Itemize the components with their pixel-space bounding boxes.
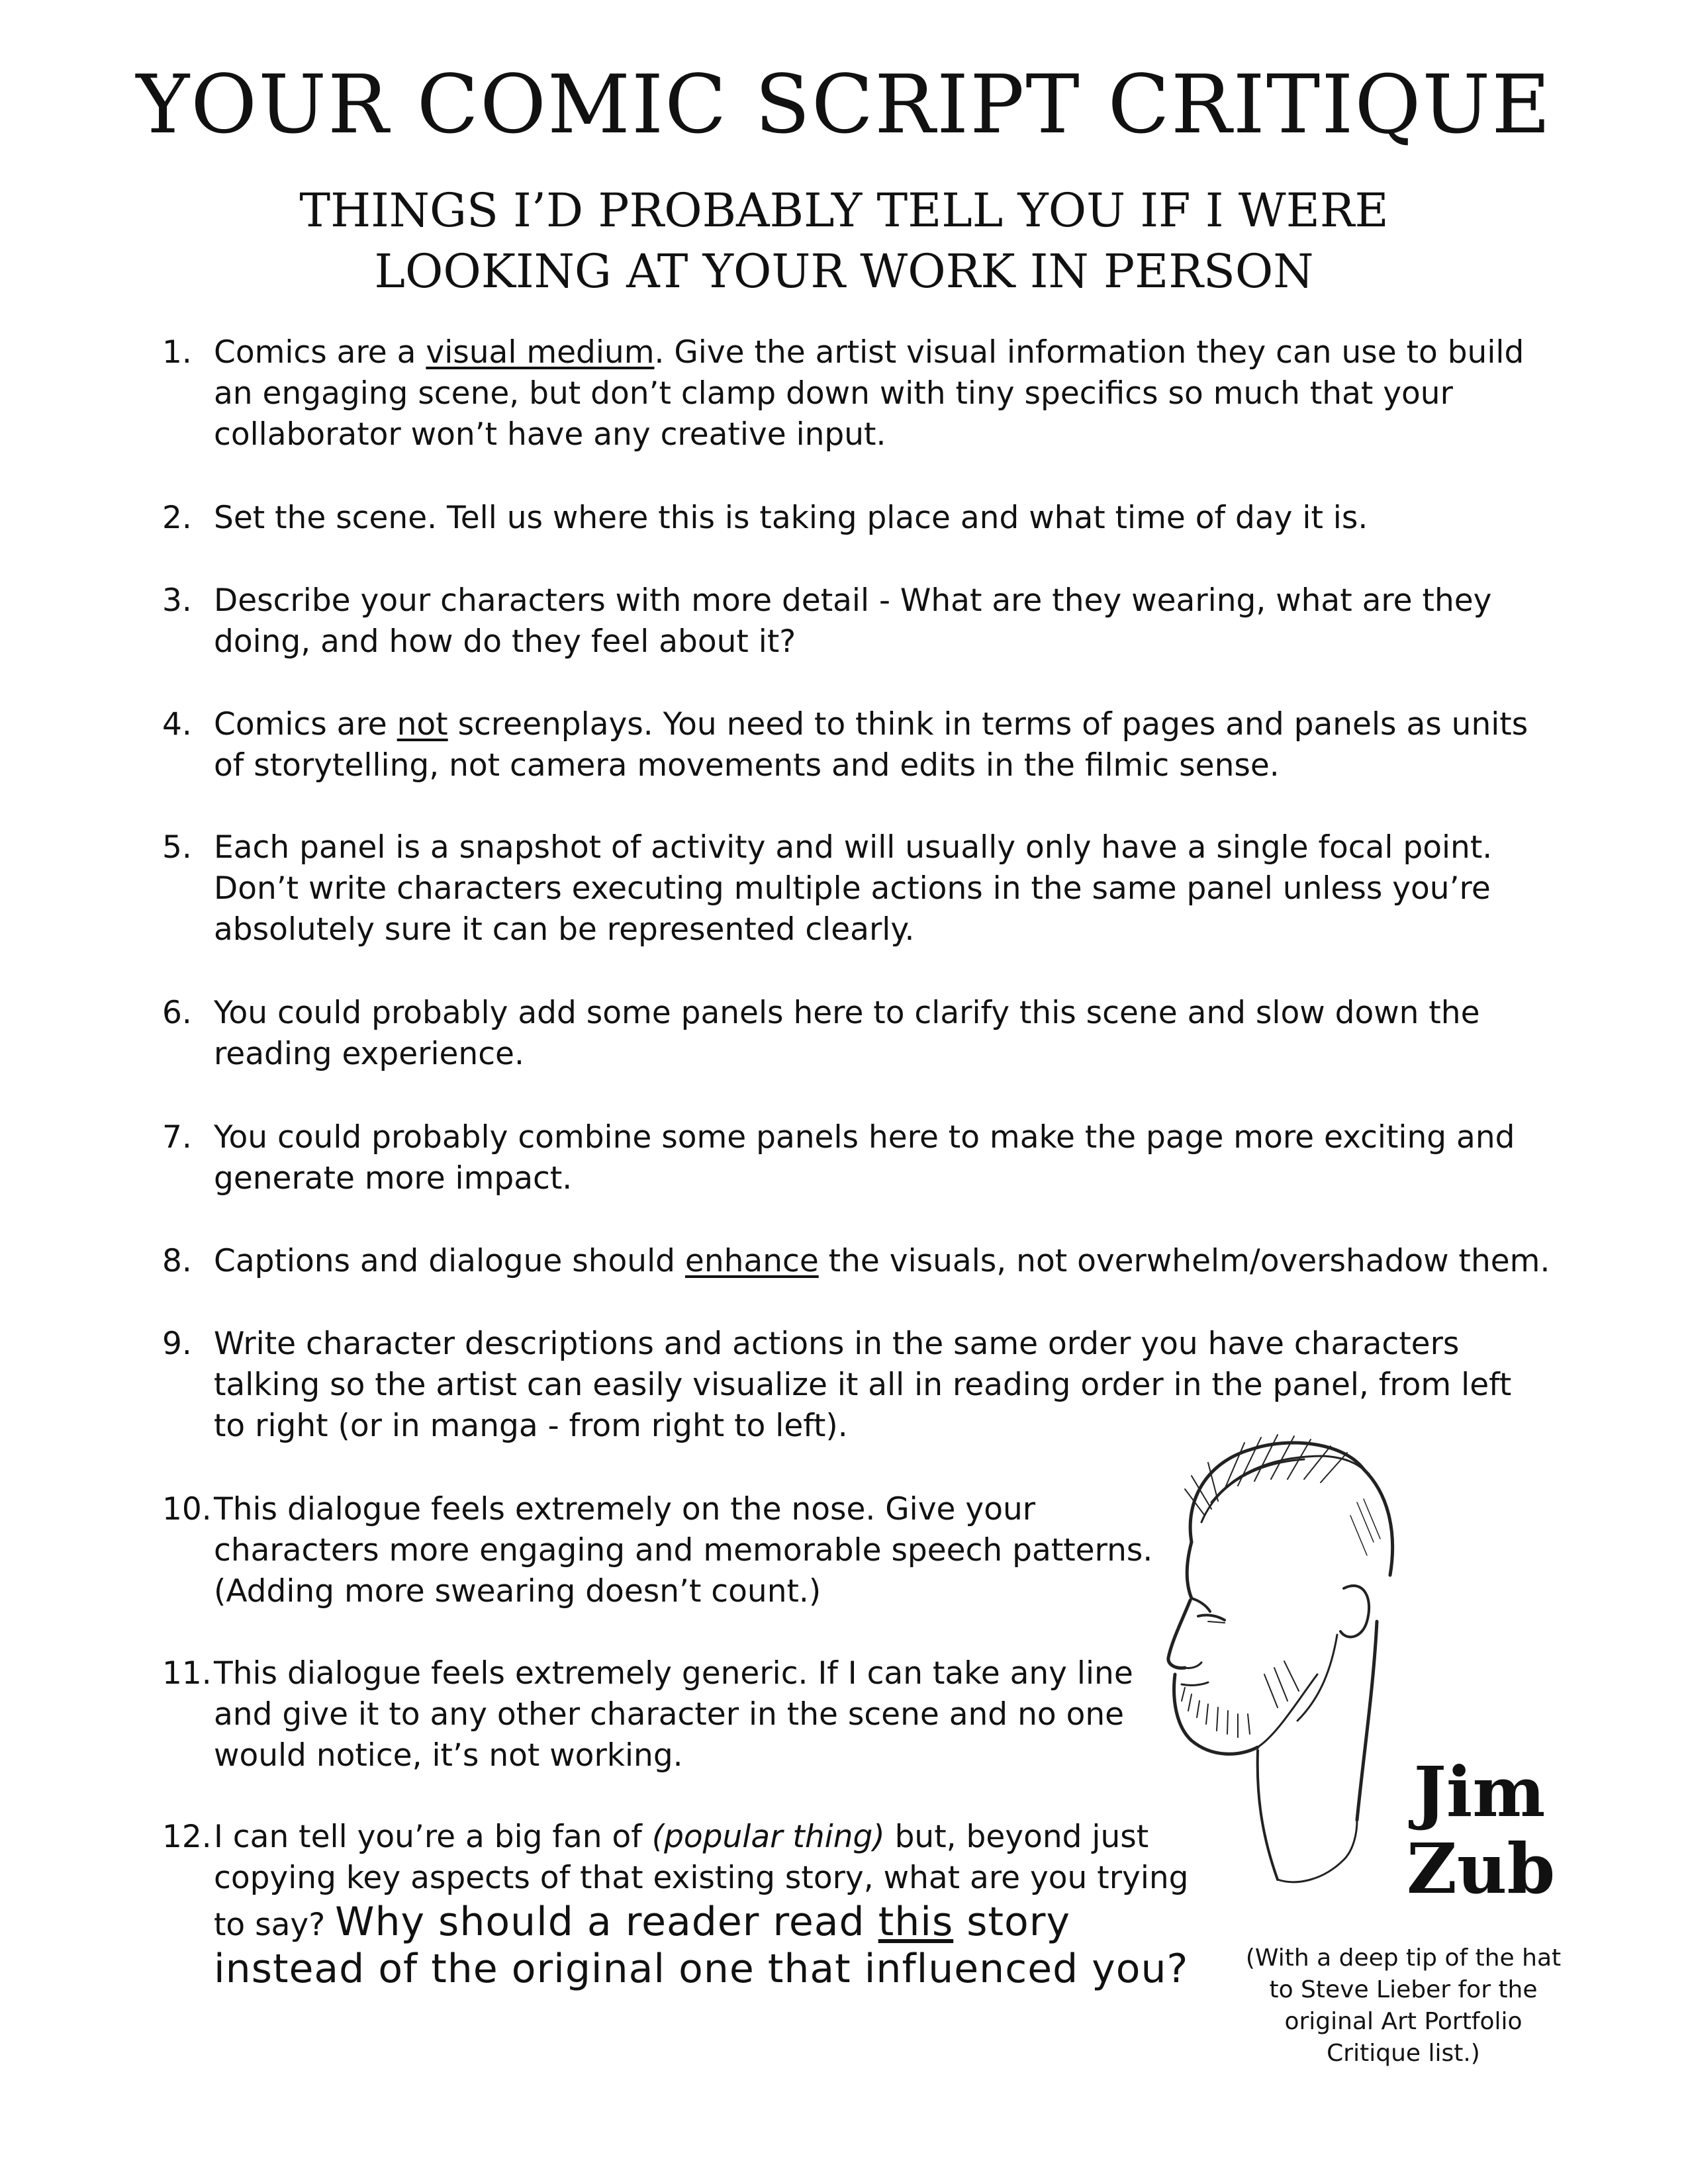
signature-last-name: Zub (1407, 1828, 1556, 1909)
list-item (162, 704, 1552, 786)
credit-line-1: (With a deep tip of the hat (1245, 1944, 1562, 1972)
emphasis-underline: enhance (684, 1243, 819, 1279)
item-text: Describe your characters with more detail - What are they wearing, what are they doing, and how do they feel about it? (214, 582, 1492, 660)
list-item (162, 1653, 1195, 1776)
credit-note (1231, 1942, 1575, 2070)
item-number: 6. (162, 995, 192, 1031)
item-text: This dialogue feels extremely on the nose. Give your characters more engaging and memorable speech patterns. (Adding more swearing doesn’t count.) (214, 1491, 1153, 1610)
item-number: 5. (162, 829, 192, 866)
item-text: Comics are a visual medium. Give the artist visual information they can use to build an engaging scene, but don’t clamp down with tiny specifics so much that your collaborator won’t have any creative input. (214, 334, 1524, 453)
page-subtitle (0, 180, 1688, 302)
credit-line-2: to Steve Lieber for the (1269, 1976, 1538, 2003)
item-number: 12. (162, 1819, 212, 1855)
list-item (162, 993, 1552, 1075)
item-text: Write character descriptions and actions in the same order you have characters talking so the artist can easily visualize it all in reading order in the panel, from left to right (or in manga - from right to left). (214, 1326, 1512, 1444)
emphasis-underline: not (397, 706, 448, 743)
item-text: Captions and dialogue should enhance the visuals, not overwhelm/overshadow them. (214, 1243, 1550, 1279)
credit-line-3: original Art Portfolio (1284, 2008, 1523, 2035)
author-portrait-sketch (1145, 1423, 1430, 1899)
subtitle-line-2: LOOKING AT YOUR WORK IN PERSON (374, 244, 1314, 298)
item-text: Comics are not screenplays. You need to think in terms of pages and panels as units of storytelling, not camera movements and edits in the filmic sense. (214, 706, 1528, 784)
list-item (162, 332, 1552, 455)
subtitle-line-1: THINGS I’D PROBABLY TELL YOU IF I WERE (299, 183, 1389, 238)
list-item (162, 1241, 1552, 1282)
item-number: 4. (162, 706, 192, 743)
credit-line-4: Critique list.) (1327, 2040, 1480, 2067)
item-number: 7. (162, 1119, 192, 1156)
item-number: 10. (162, 1491, 212, 1527)
item-text: This dialogue feels extremely generic. If I can take any line and give it to any other character in the scene and no one would notice, it’s not working. (214, 1655, 1133, 1774)
list-item (162, 1117, 1552, 1199)
author-signature (1407, 1751, 1556, 1909)
item-number: 9. (162, 1326, 192, 1362)
item-number: 1. (162, 334, 192, 371)
signature-first-name: Jim (1413, 1751, 1546, 1833)
item-number: 2. (162, 500, 192, 536)
item-number: 8. (162, 1243, 192, 1279)
item-number: 11. (162, 1655, 212, 1692)
item-number: 3. (162, 582, 192, 619)
item-text: I can tell you’re a big fan of (popular thing) but, beyond just copying key aspects of that existing story, what are you trying to say? Why should a reader read this story instead of the original one that influenced you? (214, 1819, 1189, 1992)
list-item (162, 827, 1552, 950)
emphasis-italic: (popular thing) (651, 1819, 885, 1855)
item-text: You could probably combine some panels here to make the page more exciting and generate more impact. (214, 1119, 1515, 1197)
list-item (162, 580, 1552, 662)
list-item (162, 1489, 1195, 1612)
item-text: Set the scene. Tell us where this is taking place and what time of day it is. (214, 500, 1368, 536)
emphasis-underline: visual medium (426, 334, 655, 371)
list-item (162, 498, 1552, 539)
emphasis-large: Why should a reader read this story instead of the original one that influenced you? (214, 1899, 1189, 1992)
list-item (162, 1817, 1195, 1993)
page-title: YOUR COMIC SCRIPT CRITIQUE (136, 58, 1552, 152)
emphasis-underline: this (878, 1899, 954, 1945)
item-text: Each panel is a snapshot of activity and will usually only have a single focal point. Don’t write characters executing multiple actions in the same panel unless you’re absolutely sure it can be represented clearly. (214, 829, 1493, 948)
item-text: You could probably add some panels here to clarify this scene and slow down the reading experience. (214, 995, 1480, 1072)
